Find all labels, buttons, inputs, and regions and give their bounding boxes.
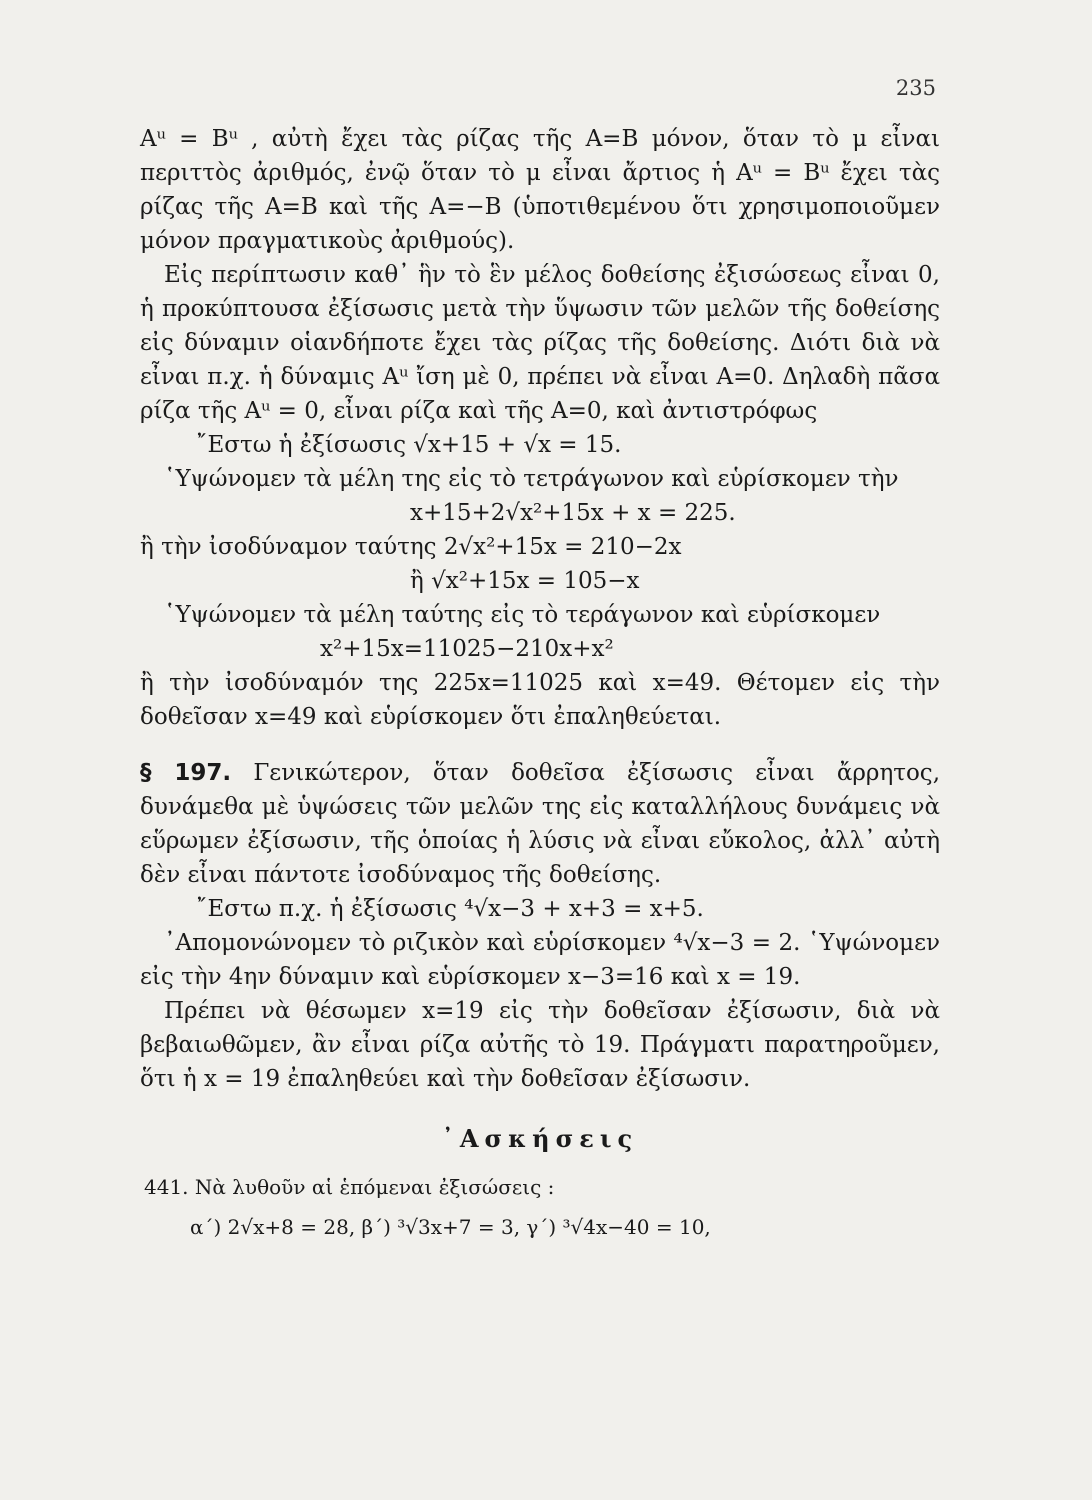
- paragraph-1: Aᵘ = Bᵘ , αὐτὴ ἔχει τὰς ρίζας τῆς A=B μόνον, ὅταν τὸ μ εἶναι περιττὸς ἀριθμός, ἐνῷ ὅταν τὸ μ εἶναι ἄρτιος ἡ Aᵘ = Bᵘ ἔχει τὰς ρίζας τῆς A=B καὶ τῆς A=−B (ὑποτιθεμένου ὅτι χρησιμοποιοῦμεν μόνον πραγματικοὺς ἀριθμούς).: [140, 126, 940, 254]
- equation-2: x+15+2√x²+15x + x = 225.: [410, 500, 736, 526]
- equation-4: ἢ √x²+15x = 105−x: [410, 568, 640, 594]
- equation-1: ῎Εστω ἡ ἐξίσωσις √x+15 + √x = 15.: [196, 432, 622, 458]
- paragraph-6: Γενικώτερον, ὅταν δοθεῖσα ἐξίσωσις εἶναι ἄρρητος, δυνάμεθα μὲ ὑψώσεις τῶν μελῶν της εἰς καταλλήλους δυνάμεις νὰ εὕρωμεν ἐξίσωσιν, τῆς ὁποίας ἡ λύσις νὰ εἶναι εὔκολος, ἀλλ᾿ αὐτὴ δὲν εἶναι πάντοτε ἰσοδύναμος τῆς δοθείσης.: [140, 760, 940, 888]
- paragraph-5: ἢ τὴν ἰσοδύναμόν της 225x=11025 καὶ x=49. Θέτομεν εἰς τὴν δοθεῖσαν x=49 καὶ εὑρίσκομεν ὅτι ἐπαληθεύεται.: [140, 670, 940, 730]
- paragraph-2: Εἰς περίπτωσιν καθ᾿ ἣν τὸ ἓν μέλος δοθείσης ἐξισώσεως εἶναι 0, ἡ προκύπτουσα ἐξίσωσις μετὰ τὴν ὕψωσιν τῶν μελῶν τῆς δοθείσης εἰς δύναμιν οἱανδήποτε ἔχει τὰς ρίζας τῆς δοθείσης. Διότι διὰ νὰ εἶναι π.χ. ἡ δύναμις Aᵘ ἴση μὲ 0, πρέπει νὰ εἶναι A=0. Δηλαδὴ πᾶσα ρίζα τῆς Aᵘ = 0, εἶναι ρίζα καὶ τῆς A=0, καὶ ἀντιστρόφως: [140, 262, 940, 424]
- section-mark: § 197.: [140, 760, 232, 786]
- equation-6: ῎Εστω π.χ. ἡ ἐξίσωσις ⁴√x−3 + x+3 = x+5.: [196, 896, 704, 922]
- equation-3: ἢ τὴν ἰσοδύναμον ταύτης 2√x²+15x = 210−2x: [140, 534, 682, 560]
- paragraph-8: Πρέπει νὰ θέσωμεν x=19 εἰς τὴν δοθεῖσαν ἐξίσωσιν, διὰ νὰ βεβαιωθῶμεν, ἂν εἶναι ρίζα αὐτῆς τὸ 19. Πράγματι παρατηροῦμεν, ὅτι ἡ x = 19 ἐπαληθεύει καὶ τὴν δοθεῖσαν ἐξίσωσιν.: [140, 998, 940, 1092]
- paragraph-4: ῾Υψώνομεν τὰ μέλη ταύτης εἰς τὸ τεράγωνον καὶ εὑρίσκομεν: [164, 602, 881, 628]
- section-197: [140, 756, 940, 892]
- paragraph-7: ᾿Απομονώνομεν τὸ ριζικὸν καὶ εὑρίσκομεν ⁴√x−3 = 2. ῾Υψώνομεν εἰς τὴν 4ην δύναμιν καὶ εὑρίσκομεν x−3=16 καὶ x = 19.: [140, 930, 940, 990]
- exercise-441-items: α΄) 2√x+8 = 28, β΄) ³√3x+7 = 3, γ΄) ³√4x−40 = 10,: [190, 1215, 711, 1239]
- paragraph-3: ῾Υψώνομεν τὰ μέλη της εἰς τὸ τετράγωνον καὶ εὑρίσκομεν τὴν: [164, 466, 899, 492]
- exercises-title: ᾿Ασκήσεις: [441, 1124, 639, 1153]
- exercise-441-intro: 441. Νὰ λυθοῦν αἱ ἑπόμεναι ἐξισώσεις :: [144, 1175, 555, 1199]
- page-body: [140, 122, 940, 1244]
- equation-5: x²+15x=11025−210x+x²: [320, 636, 614, 662]
- page-number: 235: [895, 76, 936, 100]
